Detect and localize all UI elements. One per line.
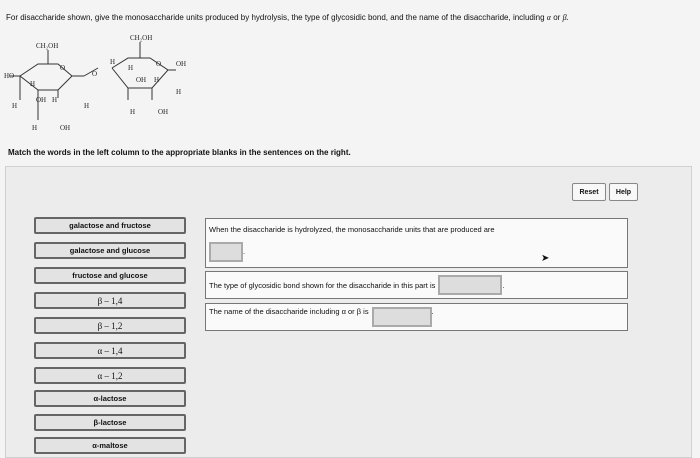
- right-ch2oh-label: CH₂OH: [130, 34, 153, 42]
- right-h-bottom-label: H: [130, 108, 136, 116]
- sentence-3-period: .: [431, 307, 434, 316]
- drop-blank-disaccharide-name[interactable]: [372, 307, 432, 327]
- sentence-monosaccharides: [205, 218, 628, 268]
- instruction-text: Match the words in the left column to the appropriate blanks in the sentences on the right.: [8, 148, 351, 157]
- word-chip-beta-lactose[interactable]: β-lactose: [34, 414, 186, 431]
- right-oh-bottom-label: OH: [158, 108, 169, 116]
- right-h-right-label: H: [176, 88, 182, 96]
- right-h-inner-label: H: [128, 64, 134, 72]
- reset-button[interactable]: Reset: [572, 183, 606, 201]
- word-chip-alpha-lactose[interactable]: α-lactose: [34, 390, 186, 407]
- left-ring-o-label: O: [60, 64, 66, 72]
- question-or: or: [553, 13, 561, 22]
- word-chip-fructose-glucose[interactable]: fructose and glucose: [34, 267, 186, 284]
- left-oh-mid-label: OH: [36, 96, 47, 104]
- left-h-right-label: H: [84, 102, 90, 110]
- left-ch2oh-label: CH₂OH: [36, 42, 59, 50]
- word-chip-alpha-1-4[interactable]: α – 1,4: [34, 342, 186, 359]
- word-chip-beta-1-4[interactable]: β – 1,4: [34, 292, 186, 309]
- right-h-top-left-label: H: [110, 58, 116, 66]
- left-ho-label: HO: [4, 72, 15, 80]
- left-h-mid-label: H: [52, 96, 58, 104]
- help-button[interactable]: Help: [609, 183, 638, 201]
- sentence-2-period: .: [502, 280, 505, 290]
- sentence-1-text: When the disaccharide is hydrolyzed, the monosaccharide units that are produced are: [209, 225, 495, 234]
- word-chip-alpha-maltose[interactable]: α-maltose: [34, 437, 186, 454]
- word-chip-alpha-1-2[interactable]: α – 1,2: [34, 367, 186, 384]
- word-chip-beta-1-2[interactable]: β – 1,2: [34, 317, 186, 334]
- left-h-left-label: H: [12, 102, 18, 110]
- right-ring-o-label: O: [156, 60, 162, 68]
- sentence-3-text: The name of the disaccharide including α or β is: [209, 307, 369, 316]
- right-oh-mid-label: OH: [136, 76, 147, 84]
- alpha-symbol: α: [546, 13, 551, 22]
- sentence-bond-type: [205, 271, 628, 299]
- mouse-pointer-icon: ➤: [541, 253, 550, 264]
- linkage-o-label: O: [92, 70, 98, 78]
- left-h-top-label: H: [30, 80, 36, 88]
- sentence-1-period: .: [243, 246, 246, 256]
- disaccharide-structure: [0, 28, 200, 138]
- left-oh-bottom-label: OH: [60, 124, 71, 132]
- right-h-mid-label: H: [154, 76, 160, 84]
- question-text: [6, 13, 569, 22]
- drop-blank-monosaccharides[interactable]: [209, 242, 246, 262]
- sentence-2-text: The type of glycosidic bond shown for the disaccharide in this part is: [209, 280, 436, 290]
- word-chip-galactose-glucose[interactable]: galactose and glucose: [34, 242, 186, 259]
- beta-symbol: β.: [562, 13, 569, 22]
- word-chip-galactose-fructose[interactable]: galactose and fructose: [34, 217, 186, 234]
- left-h-bottom-label: H: [32, 124, 38, 132]
- question-main-text: For disaccharide shown, give the monosaccharide units produced by hydrolysis, the type of glycosidic bond, and the name of the disaccharide, including: [6, 13, 545, 22]
- drop-blank-bond-type[interactable]: [438, 275, 505, 295]
- sentence-disaccharide-name: [205, 303, 628, 331]
- right-oh-label: OH: [176, 60, 187, 68]
